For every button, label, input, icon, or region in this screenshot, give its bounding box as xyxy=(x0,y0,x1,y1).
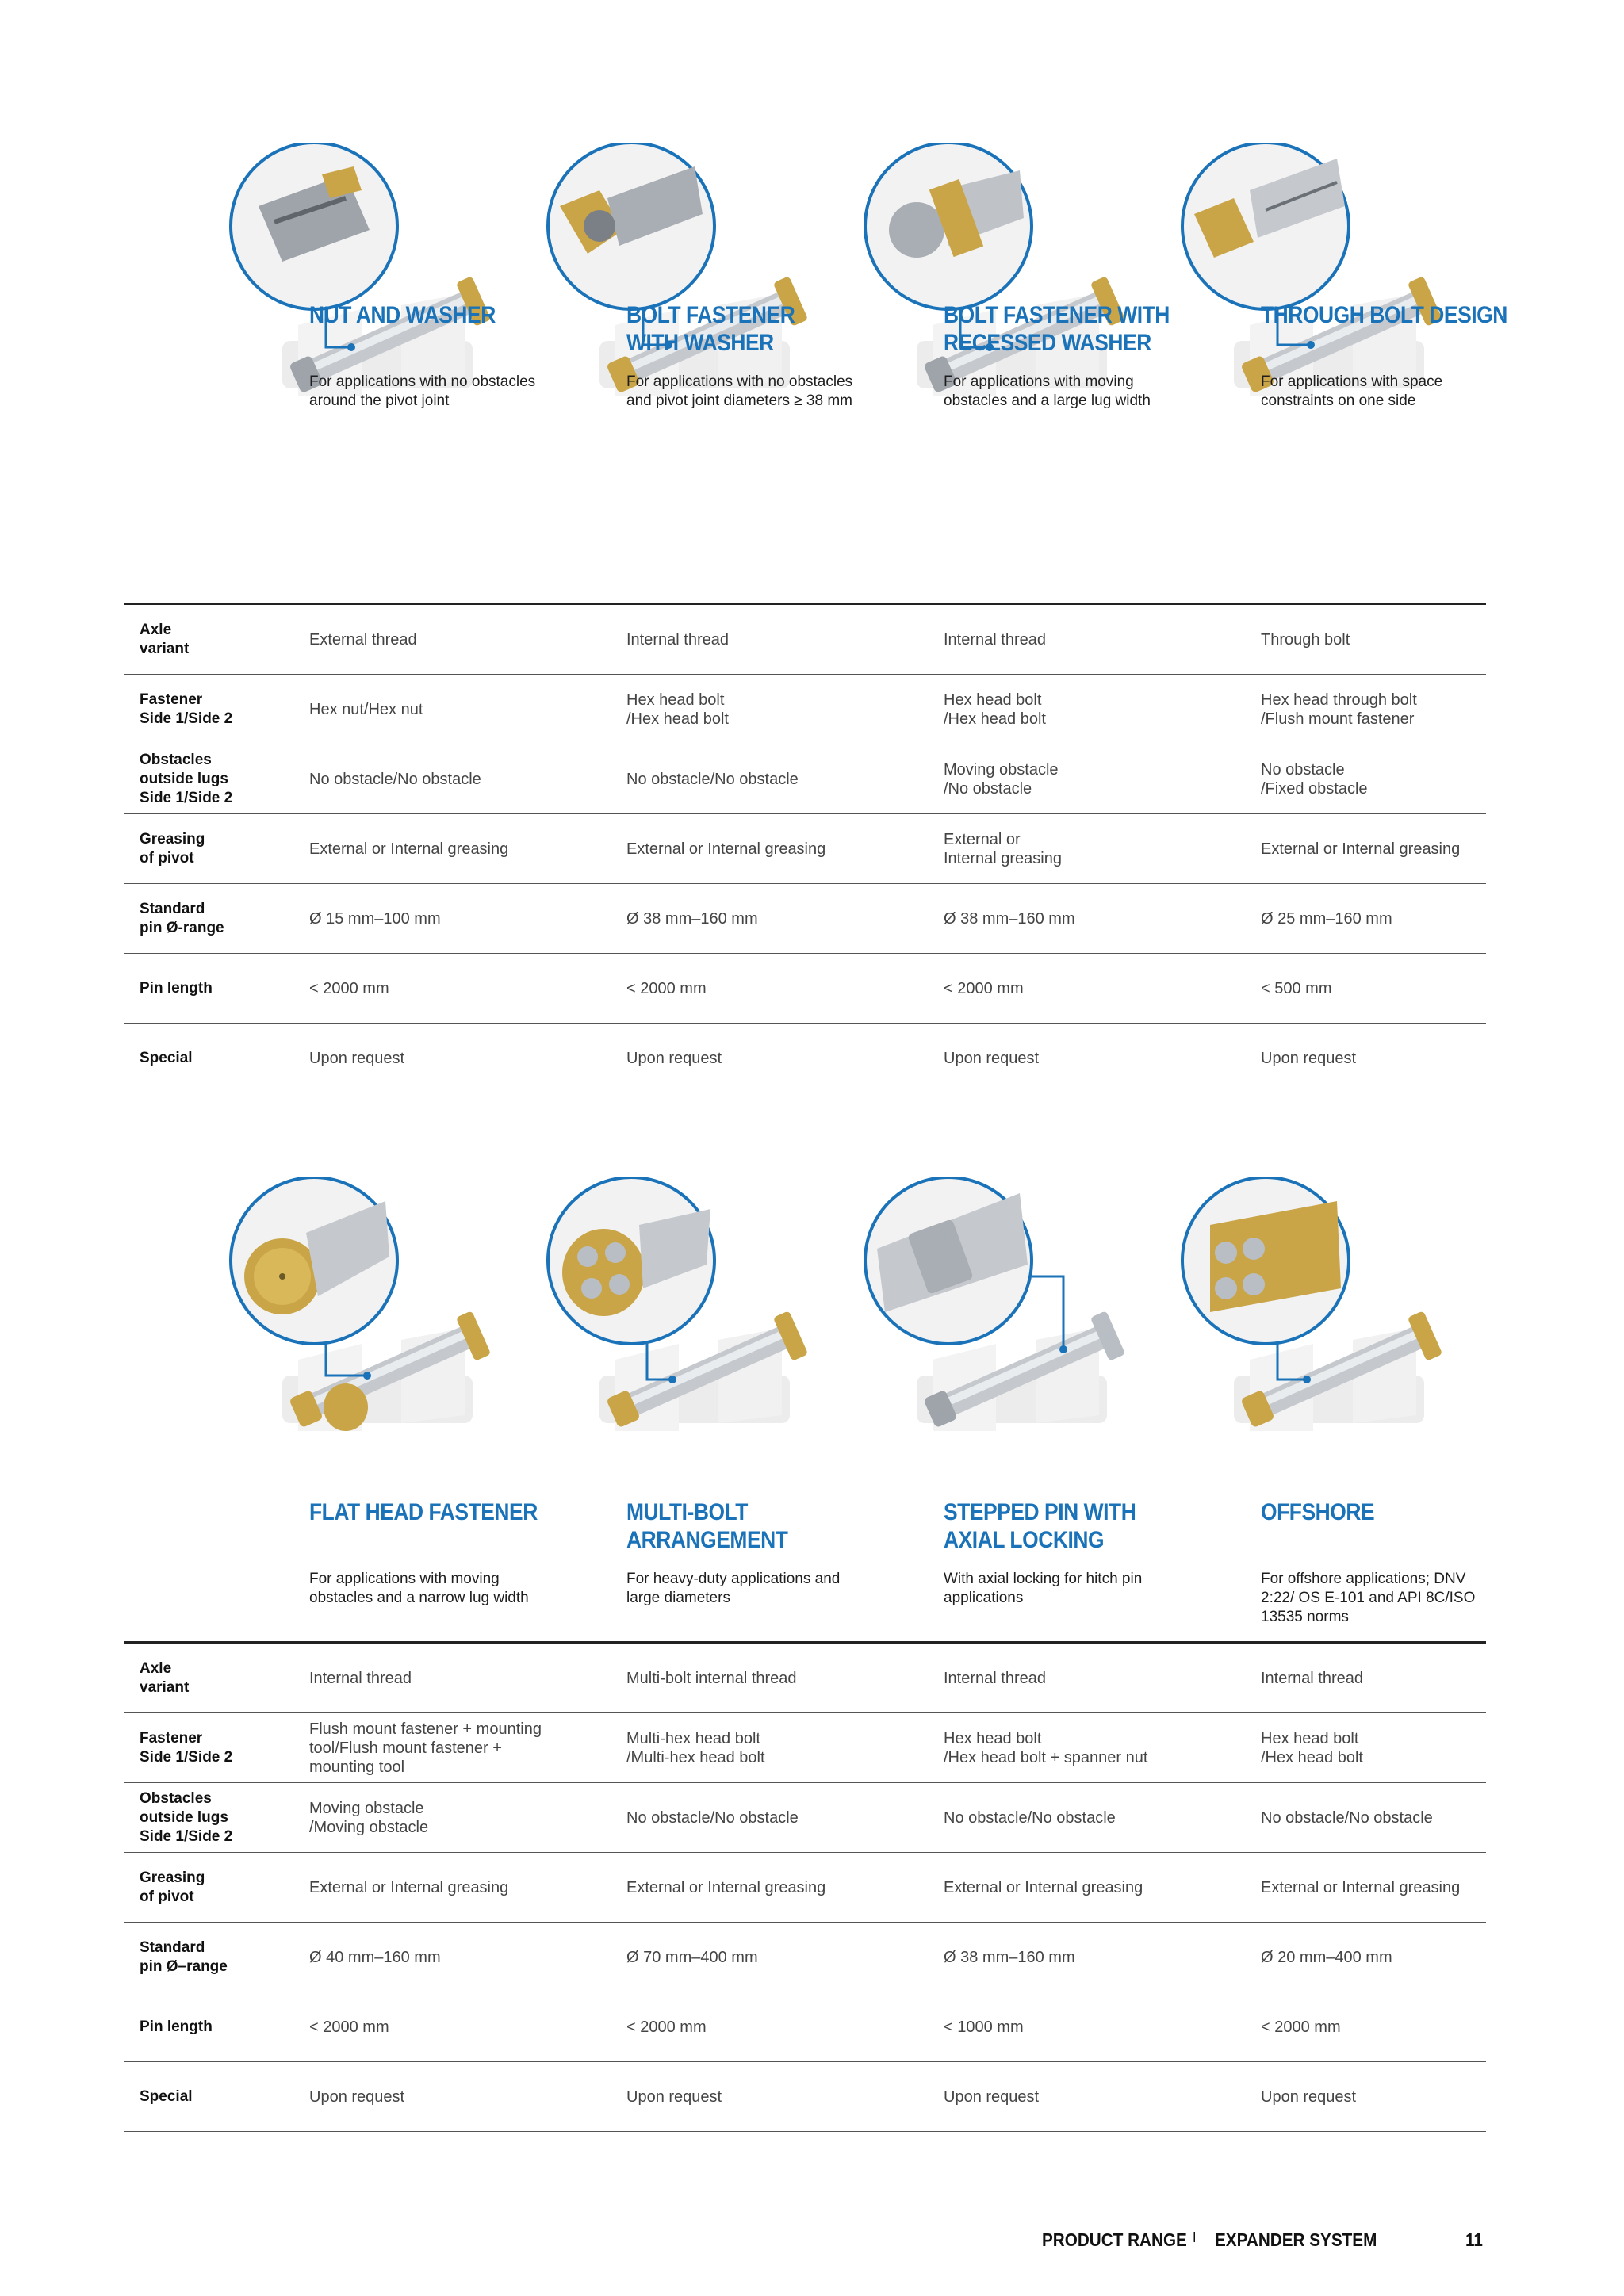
table-cell: Internal thread xyxy=(944,630,1046,649)
product-title: THROUGH BOLT DESIGN xyxy=(1261,302,1507,328)
table-row xyxy=(124,1853,1486,1923)
table-cell: Multi-hex head bolt /Multi-hex head bolt xyxy=(626,1729,765,1766)
table-cell: Upon request xyxy=(309,1049,405,1067)
table-row xyxy=(124,675,1486,744)
product-section-2 xyxy=(124,1177,1486,2106)
row-label: Fastener Side 1/Side 2 xyxy=(140,1729,233,1766)
product-section-1 xyxy=(124,143,1507,1067)
table-cell: < 2000 mm xyxy=(944,979,1024,997)
footer-chapter-label: EXPANDER SYSTEM xyxy=(1215,2229,1377,2250)
table-cell: Upon request xyxy=(1261,1049,1357,1067)
product-description: For applications with moving obstacles and a narrow lug width xyxy=(309,1571,529,1606)
table-cell: Upon request xyxy=(1261,2087,1357,2106)
product-header xyxy=(944,1498,1245,1608)
table-cell: Internal thread xyxy=(1261,1669,1363,1687)
product-title: MULTI-BOLT ARRANGEMENT xyxy=(626,1499,788,1553)
page-number: 11 xyxy=(1465,2229,1483,2250)
product-header xyxy=(944,301,1245,411)
table-row xyxy=(124,1713,1486,1783)
table-cell: Hex head bolt /Hex head bolt xyxy=(1261,1729,1363,1766)
pin-diagram xyxy=(861,1177,1178,1494)
table-cell: External or Internal greasing xyxy=(944,1878,1143,1896)
table-cell: Upon request xyxy=(626,2087,722,2106)
product-header xyxy=(1261,301,1562,411)
product-description: For applications with no obstacles and pivot joint diameters ≥ 38 mm xyxy=(626,373,853,409)
table-cell: Moving obstacle /Moving obstacle xyxy=(309,1799,429,1836)
table-cell: < 2000 mm xyxy=(626,979,707,997)
table-row xyxy=(124,605,1486,675)
product-title: NUT AND WASHER xyxy=(309,302,496,328)
table-cell: Hex head bolt /Hex head bolt + spanner nut xyxy=(944,1729,1148,1766)
product-header xyxy=(626,301,928,411)
product-description: For offshore applications; DNV 2:22/ OS E-101 and API 8C/ISO 13535 norms xyxy=(1261,1571,1476,1625)
product-title: BOLT FASTENER WITH RECESSED WASHER xyxy=(944,302,1170,356)
table-cell: External or Internal greasing xyxy=(626,840,826,858)
pin-diagram xyxy=(1178,1177,1496,1494)
table-row xyxy=(124,744,1486,814)
product-header xyxy=(626,1498,928,1608)
table-cell: Hex head bolt /Hex head bolt xyxy=(626,691,729,728)
product-description: For applications with no obstacles around the pivot joint xyxy=(309,373,536,409)
table-cell: No obstacle/No obstacle xyxy=(309,770,481,788)
product-title: OFFSHORE xyxy=(1261,1499,1375,1525)
table-cell: Hex head bolt /Hex head bolt xyxy=(944,691,1046,728)
table-cell: External or Internal greasing xyxy=(309,840,509,858)
row-label: Pin length xyxy=(140,979,213,997)
table-cell: Ø 15 mm–100 mm xyxy=(309,909,441,928)
multi-bolt-illustration xyxy=(544,1177,861,1494)
row-label: Fastener Side 1/Side 2 xyxy=(140,691,233,727)
row-label: Standard pin Ø–range xyxy=(140,1938,228,1975)
table-row xyxy=(124,1923,1486,1992)
table-cell: Ø 38 mm–160 mm xyxy=(944,1948,1075,1966)
product-title: FLAT HEAD FASTENER xyxy=(309,1499,538,1525)
row-label: Pin length xyxy=(140,2018,213,2035)
table-cell: Hex nut/Hex nut xyxy=(309,700,423,718)
table-cell: < 1000 mm xyxy=(944,2018,1024,2036)
table-row xyxy=(124,2062,1486,2132)
table-cell: No obstacle/No obstacle xyxy=(1261,1808,1433,1827)
table-row xyxy=(124,1992,1486,2062)
table-row xyxy=(124,954,1486,1024)
row-label: Standard pin Ø-range xyxy=(140,900,224,936)
product-description: With axial locking for hitch pin applications xyxy=(944,1571,1143,1606)
stepped-pin-illustration xyxy=(861,1177,1178,1494)
flat-head-fastener-illustration xyxy=(227,1177,544,1494)
table-row xyxy=(124,884,1486,954)
table-cell: Ø 25 mm–160 mm xyxy=(1261,909,1392,928)
table-cell: External or Internal greasing xyxy=(309,1878,509,1896)
table-cell: Ø 70 mm–400 mm xyxy=(626,1948,758,1966)
table-cell: External thread xyxy=(309,630,417,649)
table-cell: Internal thread xyxy=(944,1669,1046,1687)
product-description: For applications with space constraints on one side xyxy=(1261,373,1443,409)
table-cell: External or Internal greasing xyxy=(626,1878,826,1896)
table-cell: Hex head through bolt /Flush mount fastener xyxy=(1261,691,1417,728)
product-description: For applications with moving obstacles and a large lug width xyxy=(944,373,1151,409)
product-title: STEPPED PIN WITH AXIAL LOCKING xyxy=(944,1499,1136,1553)
table-cell: No obstacle /Fixed obstacle xyxy=(1261,760,1368,798)
row-label: Axle variant xyxy=(140,1659,190,1696)
pin-diagram xyxy=(544,1177,861,1494)
table-cell: Internal thread xyxy=(309,1669,412,1687)
product-header xyxy=(309,1498,611,1608)
row-label: Axle variant xyxy=(140,621,190,657)
table-cell: Upon request xyxy=(626,1049,722,1067)
table-cell: < 2000 mm xyxy=(1261,2018,1341,2036)
row-label: Greasing of pivot xyxy=(140,830,205,867)
table-row xyxy=(124,814,1486,884)
table-cell: No obstacle/No obstacle xyxy=(944,1808,1116,1827)
row-label: Special xyxy=(140,1049,193,1066)
product-header xyxy=(1261,1498,1562,1627)
table-cell: Ø 38 mm–160 mm xyxy=(944,909,1075,928)
table-cell: External or Internal greasing xyxy=(944,830,1062,867)
table-cell: < 500 mm xyxy=(1261,979,1332,997)
table-cell: External or Internal greasing xyxy=(1261,840,1461,858)
table-cell: No obstacle/No obstacle xyxy=(626,1808,799,1827)
table-cell: < 2000 mm xyxy=(309,979,389,997)
table-cell: Ø 40 mm–160 mm xyxy=(309,1948,441,1966)
table-cell: Moving obstacle /No obstacle xyxy=(944,760,1059,798)
table-cell: Upon request xyxy=(944,2087,1040,2106)
spec-table-2 xyxy=(124,1641,1486,2132)
product-description: For heavy-duty applications and large diameters xyxy=(626,1571,841,1606)
table-cell: < 2000 mm xyxy=(309,2018,389,2036)
page-footer xyxy=(1042,2229,1486,2261)
table-cell: Flush mount fastener + mounting tool/Flush mount fastener + mounting tool xyxy=(309,1720,542,1776)
table-cell: Upon request xyxy=(309,2087,405,2106)
table-row xyxy=(124,1783,1486,1853)
footer-section-label: PRODUCT RANGE xyxy=(1042,2229,1187,2250)
table-cell: External or Internal greasing xyxy=(1261,1878,1461,1896)
table-cell: Upon request xyxy=(944,1049,1040,1067)
row-label: Special xyxy=(140,2087,193,2105)
offshore-illustration xyxy=(1178,1177,1496,1494)
pin-diagram xyxy=(227,1177,544,1494)
table-row xyxy=(124,1644,1486,1713)
table-row xyxy=(124,1024,1486,1093)
footer-separator: I xyxy=(1193,2229,1197,2245)
spec-table-1 xyxy=(124,603,1486,1093)
product-title: BOLT FASTENER WITH WASHER xyxy=(626,302,795,356)
product-header xyxy=(309,301,611,411)
row-label: Obstacles outside lugs Side 1/Side 2 xyxy=(140,751,233,806)
illustration-row-2 xyxy=(124,1177,1486,1494)
table-cell: Through bolt xyxy=(1261,630,1350,649)
table-cell: No obstacle/No obstacle xyxy=(626,770,799,788)
table-cell: Ø 38 mm–160 mm xyxy=(626,909,758,928)
row-label: Obstacles outside lugs Side 1/Side 2 xyxy=(140,1789,233,1845)
row-label: Greasing of pivot xyxy=(140,1869,205,1905)
table-cell: < 2000 mm xyxy=(626,2018,707,2036)
table-cell: Multi-bolt internal thread xyxy=(626,1669,797,1687)
table-cell: Ø 20 mm–400 mm xyxy=(1261,1948,1392,1966)
table-cell: Internal thread xyxy=(626,630,729,649)
